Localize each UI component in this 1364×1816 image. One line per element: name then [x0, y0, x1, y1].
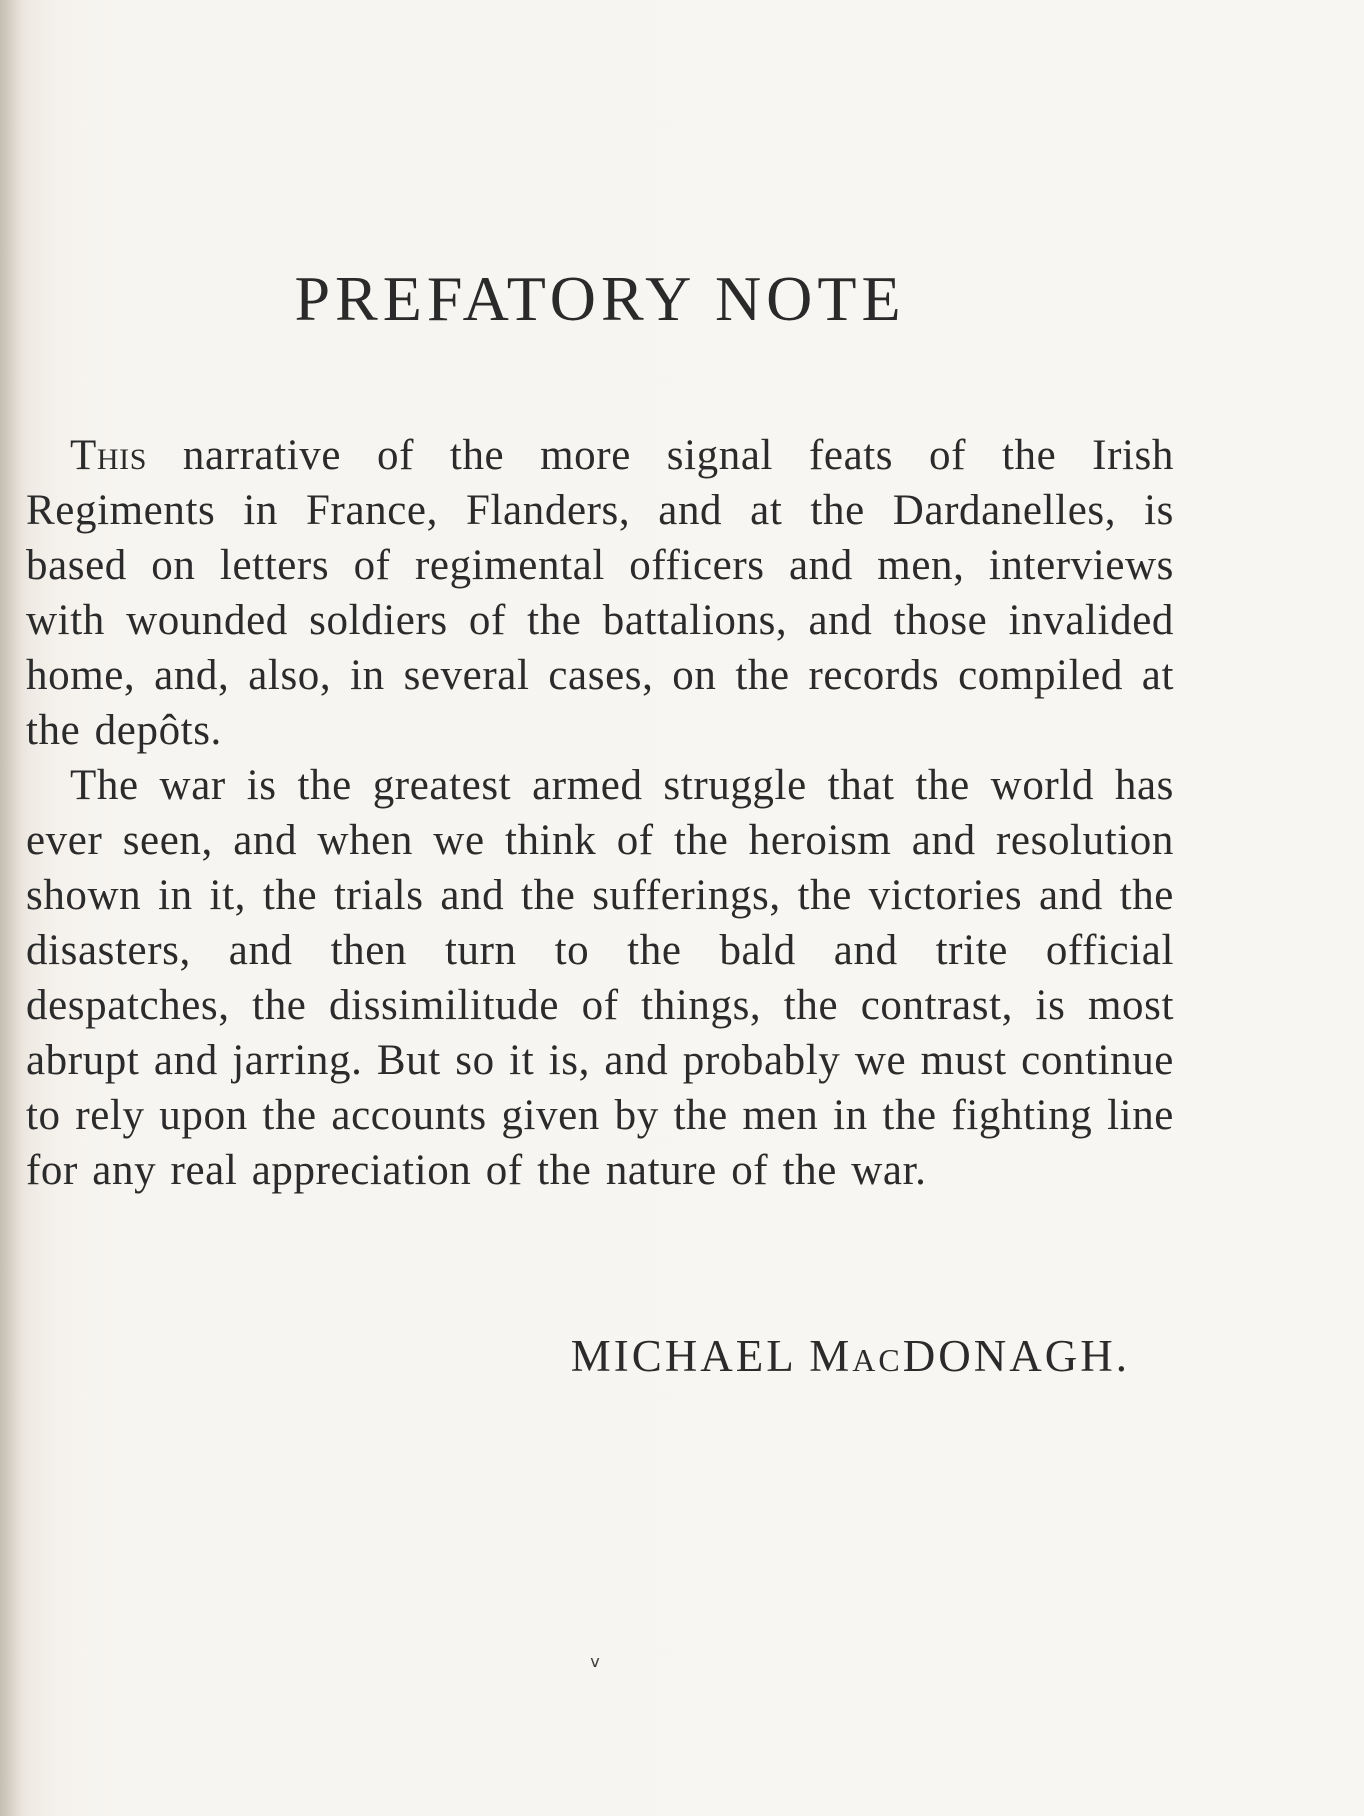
paragraph-first	[26, 428, 1174, 758]
paragraph-second: The war is the greatest armed struggle that the world has ever seen, and when we think of the heroism and resolution shown in it, the trials and the sufferings, the victories and the disasters, and then turn to the bald and trite official despatches, the dissimilitude of things, the contrast, is most abrupt and jarring. But so it is, and probably we must continue to rely upon the accounts given by the men in the fighting line for any real appreciation of the nature of the war.	[26, 762, 1174, 1194]
paragraph-first-text: narrative of the more signal feats of the Irish Regiments in France, Flanders, and at the Dardanelles, is based on letters of regimental officers and men, interviews with wounded soldiers of the battalions, and those invalided home, and, also, in several cases, on the records compiled at the depôts.	[26, 432, 1174, 754]
page-title: PREFATORY NOTE	[294, 263, 906, 334]
preface-body	[26, 428, 1174, 1198]
page-number: v	[590, 1652, 600, 1671]
paragraph-lead-word: This	[70, 432, 148, 479]
author-signature: MICHAEL MacDONAGH.	[570, 1331, 1130, 1381]
